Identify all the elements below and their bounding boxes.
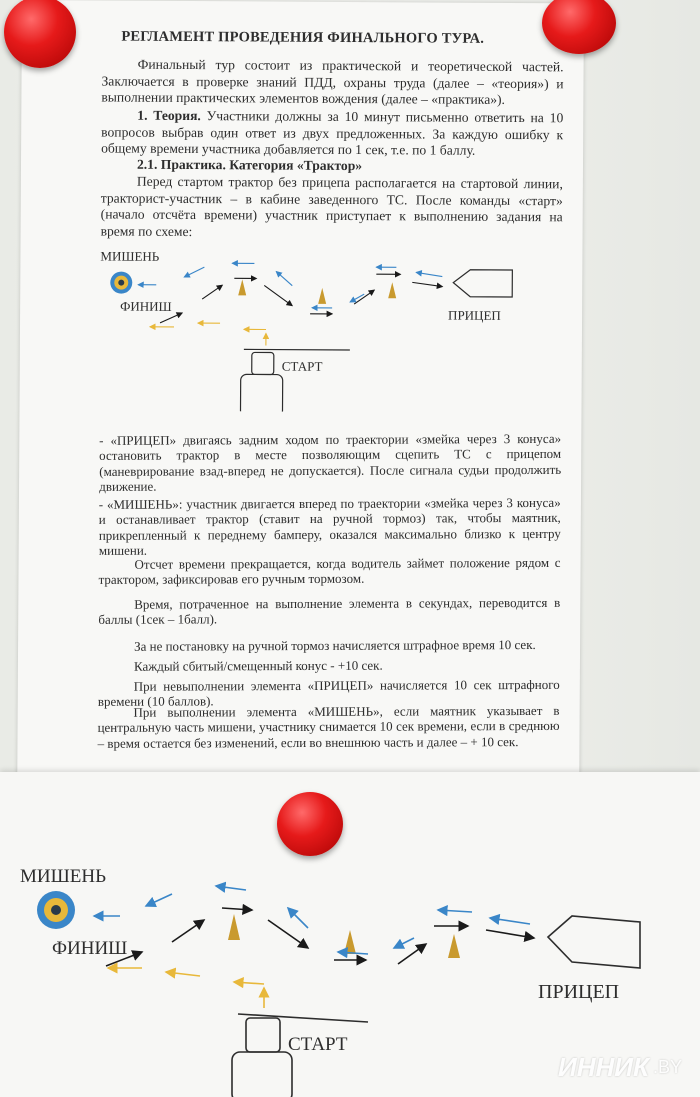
watermark-suffix: .BY	[652, 1057, 682, 1077]
theory-heading: 1. Теория.	[137, 107, 201, 124]
theory-text: Участники должны за 10 минут письменно ответить на 10 вопросов выбрав один ответ из двух предложенных. За каждую ошибку к общему времени участника добавляется по 1 сек, т.е. по 1 баллу.	[101, 108, 564, 158]
label-trailer-large: ПРИЦЕП	[538, 981, 620, 1003]
practice-paragraph: Перед стартом трактор без прицепа располагается на стартовой линии, тракторист-участник – в кабине заведенного ТС. После команды «старт» (начало отсчёта времени) участник приступает к выполнению задания на время по схеме:	[100, 173, 563, 239]
trailer-icon	[453, 270, 512, 297]
blue-arrows-large	[94, 886, 530, 954]
label-start: СТАРТ	[281, 358, 323, 374]
regulation-sheet	[17, 0, 584, 808]
label-finish: ФИНИШ	[120, 298, 172, 314]
trailer-icon-large	[548, 916, 640, 968]
label-finish-large: ФИНИШ	[52, 938, 128, 959]
rule-handbrake: За не постановку на ручной тормоз начисляется штрафное время 10 сек.	[134, 636, 536, 654]
document-title: РЕГЛАМЕНТ ПРОВЕДЕНИЯ ФИНАЛЬНОГО ТУРА.	[121, 28, 485, 47]
cone-icon-large	[228, 914, 460, 958]
black-arrows-large	[106, 908, 534, 966]
label-target-large: МИШЕНЬ	[20, 866, 107, 887]
practice-heading-text: 2.1. Практика. Категория «Трактор»	[136, 156, 363, 174]
tractor-icon-large	[232, 1014, 368, 1097]
site-watermark	[558, 1052, 682, 1083]
target-icon-large	[37, 891, 75, 929]
yellow-arrows-large	[108, 968, 264, 1008]
enlarged-course-diagram	[0, 772, 700, 1097]
rule-time-points: Время, потраченное на выполнение элемента в секундах, переводится в баллы (1сек – 1балл).	[98, 594, 561, 628]
label-start-large: СТАРТ	[288, 1034, 348, 1055]
target-icon	[110, 272, 132, 294]
theory-paragraph	[101, 107, 563, 160]
rule-trailer-fail: При невыполнении элемента «ПРИЦЕП» начисляется 10 сек штрафного времени (10 баллов).	[97, 676, 560, 710]
magnet-bottom	[277, 792, 343, 856]
enlarged-diagram-sheet	[0, 772, 700, 1097]
watermark-brand: ИННИК	[558, 1052, 649, 1082]
course-diagram	[19, 240, 580, 413]
magnet-top-right	[542, 0, 616, 54]
black-arrows	[160, 273, 442, 325]
rule-stop-time: Отсчет времени прекращается, когда водитель займет положение рядом с трактором, зафиксировав его ручным тормозом.	[98, 554, 561, 588]
label-trailer: ПРИЦЕП	[448, 307, 501, 323]
intro-paragraph: Финальный тур состоит из практической и теоретической частей. Заключается в проверке знаний ПДД, охраны труда (далее – «теория») и выполнении практических элементов вождения (далее – «практика»).	[101, 56, 564, 108]
label-target: МИШЕНЬ	[100, 248, 160, 264]
rule-trailer: - «ПРИЦЕП» двигаясь задним ходом по траектории «змейка через 3 конуса» остановить трактор в месте позволяющим сцепить ТС с прицепом (маневрирование взад-вперед не допускается). После сигнала судьи продолжить движение.	[99, 430, 562, 495]
yellow-arrows	[150, 323, 266, 346]
rule-target-drive: - «МИШЕНЬ»: участник двигается вперед по траектории «змейка через 3 конуса» и останавливает трактор (ставит на ручной тормоз) так, чтобы маятник, прикрепленный к переднему бамперу, оказался максимально близко к центру мишени.	[98, 494, 561, 559]
rule-target-score: При выполнении элемента «МИШЕНЬ», если маятник указывает в центральную часть мишени, участнику снимается 10 сек времени, если в среднюю – время остается без изменений, если во внешнюю часть и далее – + 10 сек.	[97, 702, 560, 751]
rule-cone-penalty: Каждый сбитый/смещенный конус - +10 сек.	[133, 657, 383, 674]
blue-arrows	[138, 263, 442, 309]
